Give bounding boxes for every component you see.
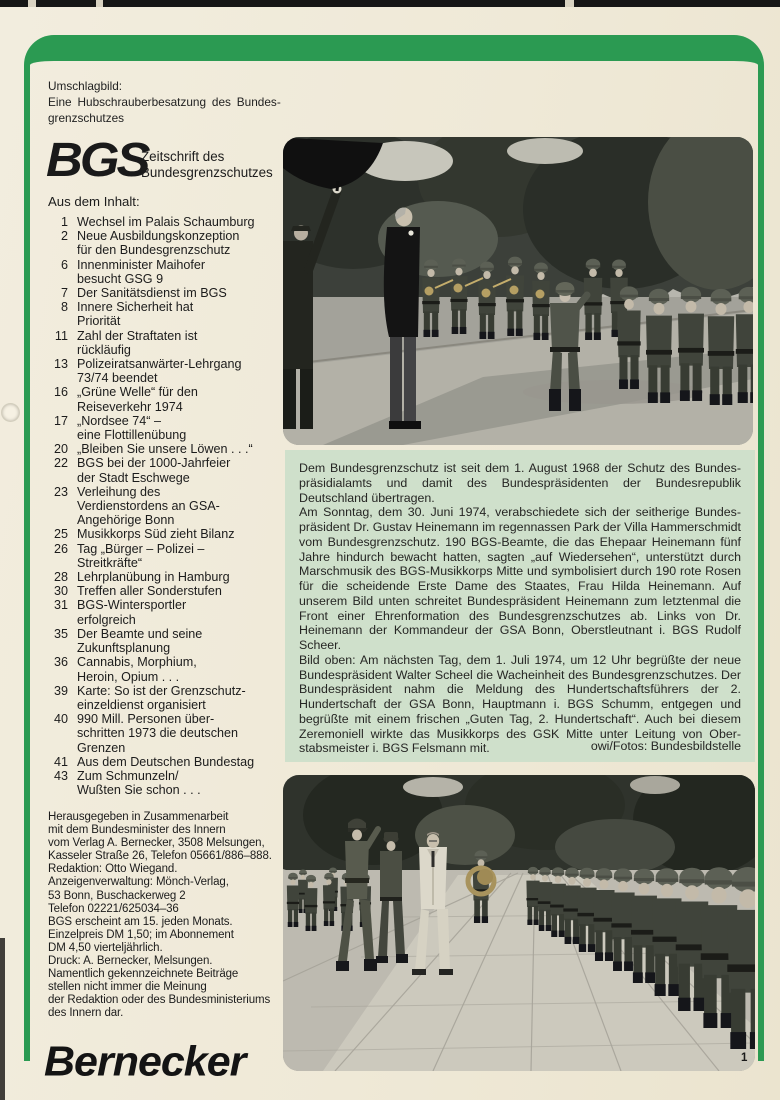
toc-item — [44, 542, 290, 570]
scan-left-edge-shadow — [0, 938, 5, 1100]
toc-item — [44, 627, 290, 655]
toc-heading: Aus dem Inhalt: — [48, 194, 140, 209]
article-paragraph: Bild oben: Am nächsten Tag, dem 1. Juli 1974, um 12 Uhr begrüßte der neue Bundespräsident Walter Scheel die Wacheinheit des Bundesgrenzschutzes. Der Bundespräsident nahm die Meldung des Hundertschaftsführers der 2. Hundertschaft der GSA Bonn, Hauptmann i. BGS Schumm, entgegen und begrüßte mit einem frischen „Guten Tag, 2. Hundertschaft“. Auch bei diesem Zeremoniell wirkte das Musikkorps des GSK Mitte unter Leitung von Oberstabsmeister i. BGS Felsmann mit. — [299, 652, 741, 756]
photo-top-illustration — [283, 137, 753, 445]
toc-item-title: Verleihung des Verdienstordens an GSA- Angehörige Bonn — [77, 484, 220, 528]
toc-item-title: Der Sanitätsdienst im BGS — [77, 286, 227, 301]
toc-item-title: „Bleiben Sie unsere Löwen . . .“ — [77, 442, 253, 457]
toc-item-title: BGS bei der 1000-Jahrfeier der Stadt Eschwege — [77, 456, 231, 485]
toc-item-title: Lehrplanübung in Hamburg — [77, 570, 230, 585]
toc-page-number: 30 — [53, 584, 68, 599]
bgs-subtitle-line2: Bundesgrenzschutzes — [141, 164, 273, 180]
cover-note-line: Umschlagbild: — [48, 79, 123, 93]
toc-page-number: 22 — [53, 456, 68, 471]
toc-item-title: Karte: So ist der Grenzschutz- einzeldienst organisiert — [77, 683, 246, 712]
toc-item-title: Aus dem Deutschen Bundestag — [77, 754, 255, 769]
toc-item — [44, 456, 290, 484]
toc-page-number: 28 — [53, 570, 68, 585]
toc-page-number: 6 — [60, 257, 68, 272]
toc-page-number: 31 — [53, 598, 68, 613]
toc-item — [44, 229, 290, 257]
toc-item — [44, 584, 290, 598]
toc-item — [44, 684, 290, 712]
toc-item — [44, 570, 290, 584]
toc-page-number: 8 — [60, 300, 68, 315]
bgs-logo-subtitle — [141, 149, 273, 180]
toc-item-title: „Grüne Welle“ für den Reiseverkehr 1974 — [77, 385, 198, 414]
toc-page-number: 39 — [53, 683, 68, 698]
toc-item-title: „Nordsee 74“ – eine Flottillenübung — [77, 413, 187, 443]
toc-page-number: 13 — [53, 357, 68, 372]
toc-item — [44, 755, 290, 769]
toc-item-title: Innenminister Maihofer besucht GSG 9 — [77, 257, 206, 286]
photo-credit: owi/Fotos: Bundesbildstelle — [590, 739, 741, 753]
toc-page-number: 1 — [60, 215, 68, 229]
toc-item — [44, 769, 290, 797]
toc-item-title: Neue Ausbildungskonzeption für den Bundesgrenzschutz — [77, 229, 240, 258]
toc-item — [44, 300, 290, 328]
toc-page-number: 41 — [53, 754, 68, 769]
article-paragraph: Am Sonntag, dem 30. Juni 1974, verabschiedete sich der seitherige Bundespräsident Dr. Gustav Heinemann im regennassen Park der Villa Hammerschmidt vom Bundesgrenzschutz. 190 BGS-Beamte, die das Ehepaar Heinemann fünf Jahre hindurch bewacht hatten, sagten „auf Wiedersehen“, unterstützt durch Marschmusik des BGS-Musikkorps Mitte und symbolisiert durch 190 rote Rosen für die scheidende Erste Dame des Staates, Frau Hilda Heinemann. Auf unserem Bild unten schreitet Bundespräsident Heinemann zum letztenmal die Front einer Ehrenformation des Bundesgrenzschutzes ab. Links von Dr. Heinemann der Kommandeur der GSA Bonn, Oberstleutnant i. BGS Rudolf Scheer. — [299, 505, 741, 652]
publisher-logo: Bernecker — [44, 1038, 246, 1086]
toc-list — [44, 215, 290, 797]
photo-bottom-illustration — [283, 775, 755, 1071]
toc-item-title: Cannabis, Morphium, Heroin, Opium . . . — [77, 655, 197, 684]
toc-page-number: 25 — [53, 527, 68, 542]
toc-item — [44, 598, 290, 626]
toc-item — [44, 712, 290, 755]
imprint-text: Herausgegeben in Zusammenarbeit mit dem Bundesminister des Innern vom Verlag A. Bernecker, 3508 Melsungen, Kasseler Straße 26, Telefon 05661/886–888. Redaktion: Otto Wiegand. Anzeigenverwaltung: Mönch-Verlag, 53 Bonn, Buschackerweg 2 Telefon 02221/625034–36 BGS erscheint am 15. jeden Monats. Einzelpreis DM 1,50; im Abonnement DM 4,50 vierteljährlich. Druck: A. Bernecker, Melsungen. Namentlich gekennzeichnete Beiträge stellen nicht immer die Meinung der Redaktion oder des Bundesministeriums des Innern dar. — [48, 811, 272, 1020]
toc-page-number: 23 — [53, 484, 68, 499]
toc-item-title: BGS-Wintersportler erfolgreich — [77, 598, 187, 627]
cover-note-line: Eine Hubschrauberbesatzung des Bundes- — [48, 94, 281, 109]
toc-page-number: 11 — [54, 328, 68, 343]
article-text — [299, 461, 741, 756]
page-number: 1 — [741, 1052, 748, 1064]
ceremony-photo-top — [283, 137, 753, 445]
cover-note — [48, 79, 284, 127]
toc-page-number: 16 — [53, 385, 68, 400]
toc-item — [44, 442, 290, 456]
toc-item-title: Treffen aller Sonderstufen — [77, 584, 222, 599]
toc-page-number: 20 — [53, 442, 68, 457]
toc-page-number: 35 — [53, 626, 68, 641]
article-paragraph: Dem Bundesgrenzschutz ist seit dem 1. August 1968 der Schutz des Bundespräsidialamts und damit des Bundespräsidenten der Bundesrepublik Deutschland übertragen. — [299, 461, 741, 505]
toc-page-number: 40 — [53, 712, 68, 727]
toc-item — [44, 258, 290, 286]
ceremony-photo-bottom — [283, 775, 755, 1071]
toc-item-title: 990 Mill. Personen über- schritten 1973 die deutschen Grenzen — [77, 712, 239, 755]
toc-item-title: Polizeiratsanwärter-Lehrgang 73/74 beendet — [77, 357, 242, 386]
toc-item — [44, 385, 290, 413]
toc-item — [44, 485, 290, 528]
toc-item — [44, 329, 290, 357]
toc-item-title: Zum Schmunzeln/ Wußten Sie schon . . . — [77, 768, 201, 798]
cover-note-line: grenzschutzes — [48, 110, 125, 125]
toc-page-number: 43 — [53, 768, 68, 783]
toc-page-number: 2 — [60, 229, 68, 244]
toc-page-number: 36 — [53, 655, 68, 670]
toc-item — [44, 655, 290, 683]
toc-item — [44, 414, 290, 442]
toc-item-title: Innere Sicherheit hat Priorität — [77, 300, 194, 329]
bgs-subtitle-line1: Zeitschrift des — [141, 149, 225, 164]
toc-item — [44, 286, 290, 300]
article-panel — [285, 450, 755, 762]
toc-item-title: Wechsel im Palais Schaumburg — [77, 215, 255, 229]
toc-item-title: Tag „Bürger – Polizei – Streitkräfte“ — [77, 541, 205, 570]
toc-item — [44, 527, 290, 541]
punch-hole — [2, 404, 19, 421]
toc-page-number: 17 — [53, 413, 68, 428]
bgs-logo: BGS — [46, 132, 148, 187]
toc-page-number: 7 — [60, 286, 68, 301]
toc-item — [44, 357, 290, 385]
toc-item-title: Musikkorps Süd zieht Bilanz — [77, 527, 235, 542]
scan-top-edge — [0, 0, 780, 7]
toc-item — [44, 215, 290, 229]
toc-item-title: Der Beamte und seine Zukunftsplanung — [77, 626, 203, 656]
toc-page-number: 26 — [53, 541, 68, 556]
toc-item-title: Zahl der Straftaten ist rückläufig — [77, 328, 198, 357]
